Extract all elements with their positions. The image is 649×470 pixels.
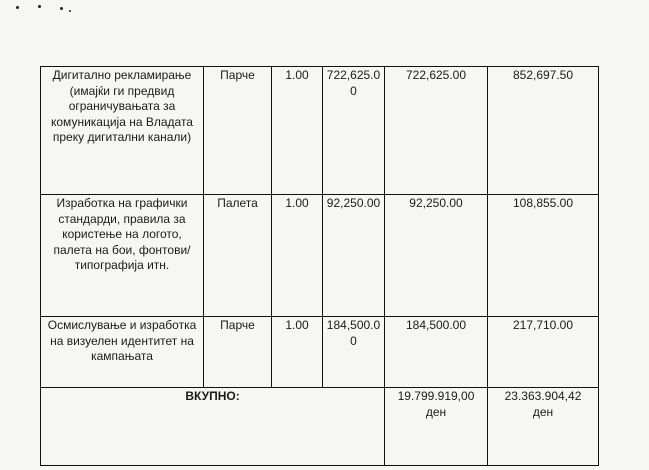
table-row: [41, 195, 599, 317]
item-total: 92,250.00: [385, 195, 488, 317]
table-row: [41, 317, 599, 388]
item-unit-price: 184,500.00: [323, 317, 385, 388]
item-unit: Палета: [204, 195, 272, 317]
item-unit: Парче: [204, 67, 272, 195]
item-quantity: 1.00: [272, 195, 323, 317]
item-quantity: 1.00: [272, 317, 323, 388]
item-description: Изработка на графички стандарди, правила за користење на логото, палета на бои, фонтови/типографија итн.: [41, 195, 204, 317]
table-footer-row: [41, 388, 599, 466]
grand-total: [385, 388, 488, 466]
item-description: Осмислување и изработка на визуелен идентитет на кампањата: [41, 317, 204, 388]
grand-total-currency: ден: [425, 404, 447, 419]
item-description: Дигитално рекламирање (имајќи ги предвид ограничувањата за комуникација на Владата преку дигитални канали): [41, 67, 204, 195]
grand-total-with-vat: [488, 388, 599, 466]
item-total: 184,500.00: [385, 317, 488, 388]
total-label: ВКУПНО:: [41, 388, 385, 466]
grand-total-with-vat-currency: ден: [532, 404, 554, 419]
item-total-with-vat: 217,710.00: [488, 317, 599, 388]
item-unit-price: 92,250.00: [323, 195, 385, 317]
item-quantity: 1.00: [272, 67, 323, 195]
item-unit: Парче: [204, 317, 272, 388]
price-table: [40, 66, 599, 466]
table-row: [41, 67, 599, 195]
grand-total-with-vat-value: 23.363.904,42: [504, 389, 582, 403]
grand-total-value: 19.799.919,00: [397, 389, 475, 403]
item-unit-price: 722,625.00: [323, 67, 385, 195]
item-total: 722,625.00: [385, 67, 488, 195]
scan-artifacts: [10, 0, 90, 20]
item-total-with-vat: 108,855.00: [488, 195, 599, 317]
item-total-with-vat: 852,697.50: [488, 67, 599, 195]
